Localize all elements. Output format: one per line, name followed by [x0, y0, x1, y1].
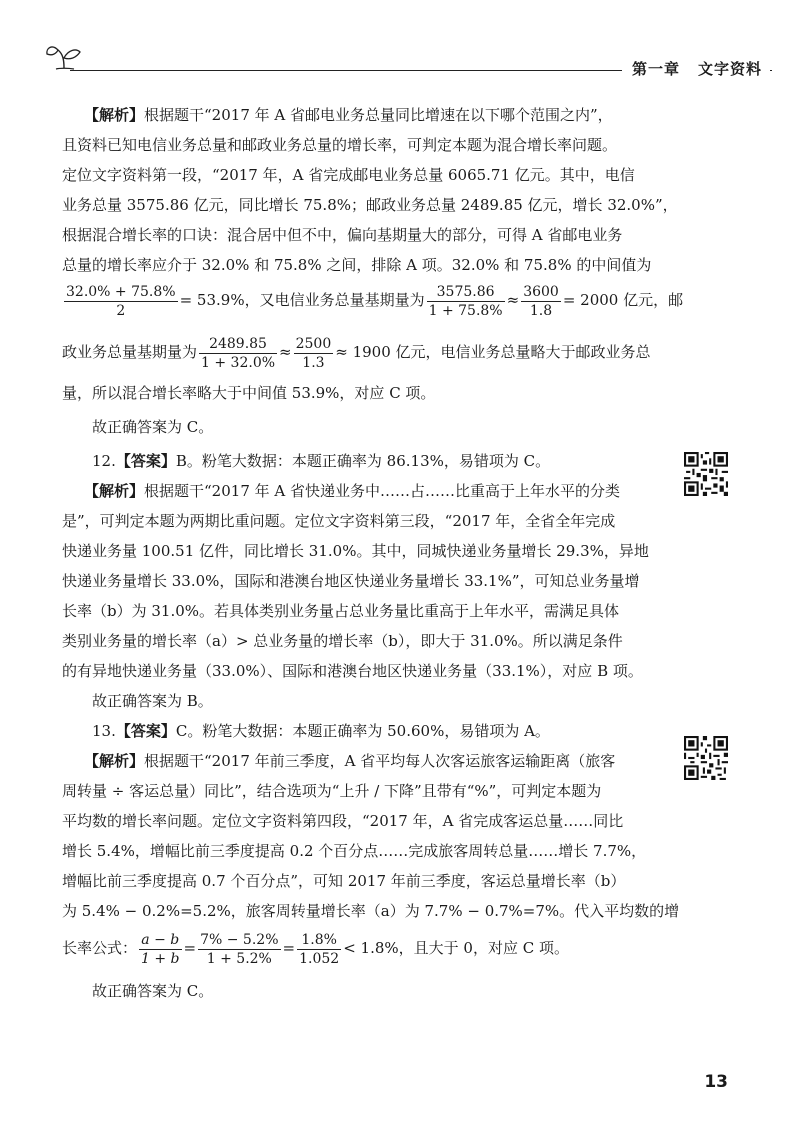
text-line: 长率（b）为 31.0%。若具体类别业务量占总业务量比重高于上年水平，需满足具体	[62, 602, 620, 620]
q12-block	[62, 446, 660, 716]
text-line: 量，所以混合增长率略大于中间值 53.9%，对应 C 项。	[62, 384, 436, 402]
analysis-label: 【解析】	[84, 482, 145, 500]
answer-label: 【答案】	[115, 722, 176, 740]
text-line: 定位文字资料第一段，“2017 年，A 省完成邮电业务总量 6065.71 亿元。其中，电信	[62, 166, 635, 184]
text-line: 总量的增长率应介于 32.0% 和 75.8% 之间，排除 A 项。32.0% 和 75.8% 的中间值为	[62, 256, 652, 274]
text-line: 类别业务量的增长率（a）> 总业务量的增长率（b），即大于 31.0%。所以满足条件	[62, 632, 623, 650]
text-line: 的有异地快递业务量（33.0%）、国际和港澳台地区快递业务量（33.1%），对应 B 项。	[62, 662, 643, 680]
q13-block	[62, 716, 680, 1006]
answer-text: C。粉笔大数据：本题正确率为 50.60%，易错项为 A。	[175, 722, 550, 740]
fraction: $\frac{a - b}{1 + b}$	[141, 931, 180, 967]
answer-label: 【答案】	[115, 452, 176, 470]
question-number: 12.	[92, 452, 116, 470]
question-number: 13.	[92, 722, 116, 740]
text-line: 增长 5.4%，增幅比前三季度提高 0.2 个百分点……完成旅客周转总量……增长 7.7%，	[62, 842, 647, 860]
section-label: 文字资料	[697, 60, 762, 78]
page-number: 13	[704, 1072, 728, 1092]
conclusion: 故正确答案为 B。	[92, 692, 213, 710]
chapter-label: 第一章	[631, 60, 680, 78]
text-line: 是”，可判定本题为两期比重问题。定位文字资料第三段，“2017 年，全省全年完成	[62, 512, 616, 530]
fraction: $\frac{3600}{1.8}$	[523, 283, 559, 319]
formula-line: $\frac{32.0\% + 75.8\%}{2}$ = 53.9%，又电信业务总量基期量为 $\frac{3575.86}{1 + 75.8\%}$ ≈ $\frac{3600}{1.8}$ = 2000 亿元，邮	[66, 283, 684, 319]
fraction: $\frac{32.0\% + 75.8\%}{2}$	[66, 283, 176, 319]
text-line: 为 5.4% − 0.2%=5.2%，旅客周转量增长率（a）为 7.7% − 0.7%=7%。代入平均数的增	[62, 902, 680, 920]
analysis-label: 【解析】	[84, 752, 145, 770]
running-header	[622, 58, 770, 79]
text-line: 业务总量 3575.86 亿元，同比增长 75.8%；邮政业务总量 2489.85 亿元，增长 32.0%”，	[62, 196, 678, 214]
text-line: 根据题干“2017 年 A 省快递业务中……占……比重高于上年水平的分类	[144, 482, 620, 500]
qr-code-icon[interactable]	[684, 736, 728, 780]
text-line: 平均数的增长率问题。定位文字资料第四段，“2017 年，A 省完成客运总量……同比	[62, 812, 624, 830]
text-line: 根据题干“2017 年前三季度，A 省平均每人次客运旅客运输距离（旅客	[144, 752, 616, 770]
fraction: $\frac{3575.86}{1 + 75.8\%}$	[428, 283, 503, 319]
answer-text: B。粉笔大数据：本题正确率为 86.13%，易错项为 C。	[175, 452, 551, 470]
q11-analysis	[62, 100, 684, 442]
leaf-icon	[44, 42, 84, 70]
formula-line: 政业务总量基期量为 $\frac{2489.85}{1 + 32.0\%}$ ≈ $\frac{2500}{1.3}$ ≈ 1900 亿元，电信业务总量略大于邮政业务总	[62, 335, 651, 371]
text-line: 增幅比前三季度提高 0.7 个百分点”，可知 2017 年前三季度，客运总量增长率（b）	[62, 872, 626, 890]
text-line: 根据混合增长率的口诀：混合居中但不中，偏向基期量大的部分，可得 A 省邮电业务	[62, 226, 623, 244]
page-body	[62, 100, 684, 1006]
text-line: 根据题干“2017 年 A 省邮电业务总量同比增速在以下哪个范围之内”，	[144, 106, 613, 124]
conclusion: 故正确答案为 C。	[92, 418, 214, 436]
conclusion: 故正确答案为 C。	[92, 982, 214, 1000]
text-line: 且资料已知电信业务总量和邮政业务总量的增长率，可判定本题为混合增长率问题。	[62, 136, 618, 154]
analysis-label: 【解析】	[84, 106, 145, 124]
text-line: 周转量 ÷ 客运总量）同比”，结合选项为“上升 / 下降”且带有“%”，可判定本题为	[62, 782, 602, 800]
qr-code-icon[interactable]	[684, 452, 728, 496]
fraction: $\frac{7\% - 5.2\%}{1 + 5.2\%}$	[200, 931, 279, 967]
text-line: 快递业务量 100.51 亿件，同比增长 31.0%。其中，同城快递业务量增长 29.3%，异地	[62, 542, 649, 560]
formula-line: 长率公式： $\frac{a - b}{1 + b}$ = $\frac{7\% - 5.2\%}{1 + 5.2\%}$ = $\frac{1.8\%}{1.052}$ < 1.8%，且大于 0，对应 C 项。	[62, 931, 569, 967]
fraction: $\frac{2500}{1.3}$	[295, 335, 332, 371]
fraction: $\frac{1.8\%}{1.052}$	[299, 931, 340, 967]
fraction: $\frac{2489.85}{1 + 32.0\%}$	[201, 335, 276, 371]
text-line: 快递业务量增长 33.0%，国际和港澳台地区快递业务量增长 33.1%”，可知总业务量增	[62, 572, 640, 590]
